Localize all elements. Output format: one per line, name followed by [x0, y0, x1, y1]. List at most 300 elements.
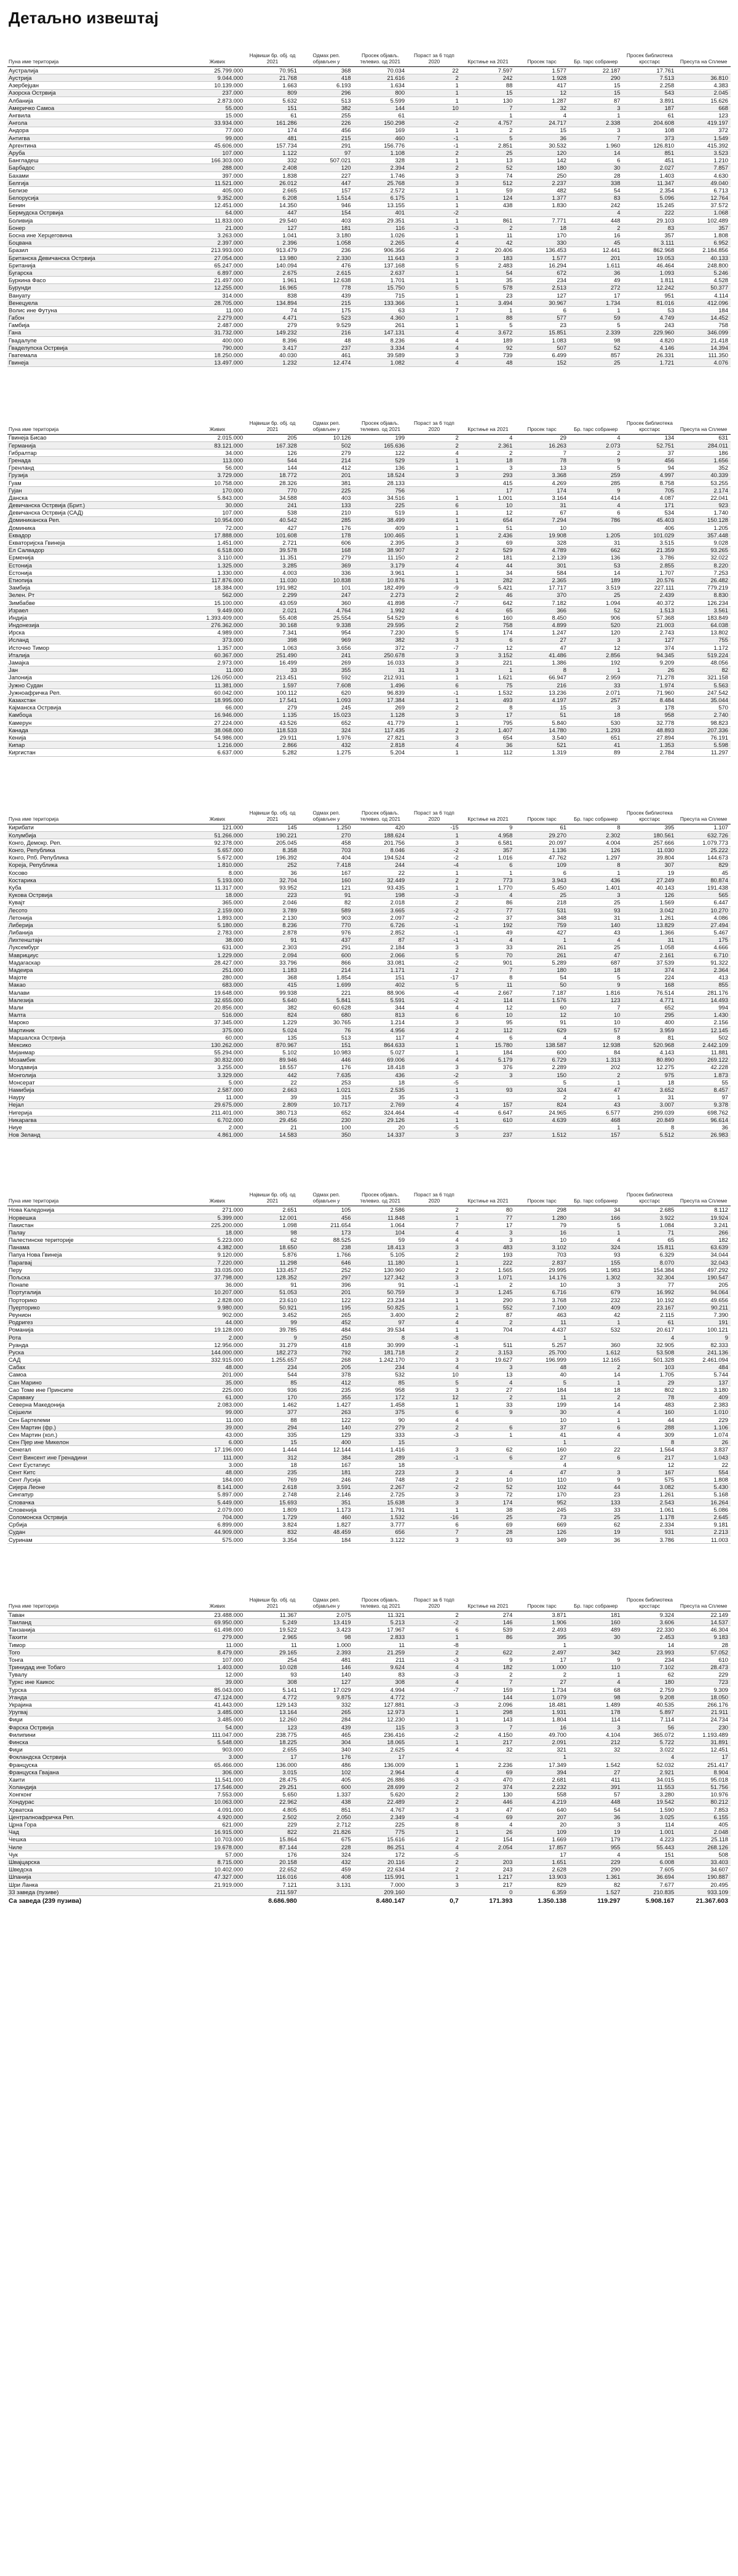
value-cell: 2.587.000	[189, 1086, 246, 1094]
table-row	[7, 1131, 731, 1139]
value-cell: 127.881	[353, 1701, 407, 1709]
value-cell: 21.911	[676, 1709, 731, 1716]
table-row	[7, 479, 731, 486]
value-cell: 1	[461, 112, 515, 119]
table-row	[7, 891, 731, 899]
table-row	[7, 1678, 731, 1686]
value-cell: 1.079	[515, 1693, 569, 1701]
value-cell: 773	[461, 876, 515, 883]
value-cell: 913.479	[245, 247, 300, 254]
value-cell: 3.786	[623, 554, 677, 561]
value-cell: 1	[407, 1401, 461, 1409]
report-section	[7, 1185, 731, 1543]
table-row	[7, 1296, 731, 1303]
value-cell: 212.931	[353, 674, 407, 681]
table-row	[7, 1469, 731, 1476]
value-cell: 529	[461, 547, 515, 554]
value-cell: 22.187	[569, 67, 623, 74]
value-cell: 83	[353, 1671, 407, 1678]
value-cell: 17.349	[515, 1761, 569, 1768]
value-cell: 1.229	[245, 1019, 300, 1026]
value-cell: 126.234	[676, 599, 731, 606]
value-cell: 2	[569, 224, 623, 231]
value-cell: 2.483	[461, 261, 515, 269]
value-cell: 756	[353, 486, 407, 494]
table-row	[7, 1004, 731, 1011]
value-cell: 1.960	[569, 141, 623, 149]
value-cell: 19	[623, 869, 677, 876]
table-row	[7, 666, 731, 674]
value-cell: 452	[300, 1319, 354, 1326]
value-cell: 502	[300, 441, 354, 449]
table-row	[7, 1094, 731, 1101]
value-cell: 1.810.000	[189, 861, 246, 869]
value-cell: 72	[461, 1491, 515, 1498]
table-row	[7, 824, 731, 831]
value-cell: 1.094	[569, 599, 623, 606]
value-cell: 2.721	[245, 539, 300, 547]
value-cell: 9.208	[623, 1693, 677, 1701]
table-row	[7, 899, 731, 906]
value-cell: 1.386	[515, 659, 569, 666]
column-header: Крстиње на 2021	[461, 46, 515, 67]
territory-name-cell: Конго, Демокр. Реп.	[7, 839, 189, 846]
value-cell: 861	[461, 216, 515, 224]
table-row	[7, 1843, 731, 1851]
territory-name-cell: Јужноафричка Реп.	[7, 689, 189, 696]
value-cell: 2.685	[623, 1206, 677, 1214]
column-header: Највиши бр. обј. од 2021	[245, 1185, 300, 1206]
table-row	[7, 1866, 731, 1873]
value-cell: 1.564	[623, 1446, 677, 1453]
value-cell: 110	[569, 1664, 623, 1671]
value-cell: 2.354	[623, 187, 677, 194]
value-cell: 32.043	[676, 1258, 731, 1266]
value-cell: 6.499	[515, 352, 569, 359]
value-cell: 11.000	[189, 666, 246, 674]
value-cell: 19.924	[676, 1214, 731, 1221]
value-cell: 55.294.000	[189, 1049, 246, 1056]
value-cell: 1	[407, 1041, 461, 1049]
value-cell: 71.960	[623, 689, 677, 696]
value-cell: 3.672	[461, 329, 515, 336]
value-cell: 28.699	[353, 1784, 407, 1791]
value-cell: 5	[407, 951, 461, 958]
value-cell: 4	[569, 502, 623, 509]
value-cell: 10	[515, 524, 569, 531]
table-row	[7, 1709, 731, 1716]
value-cell: 13.903	[515, 1873, 569, 1881]
value-cell: 7.294	[515, 516, 569, 524]
value-cell: 398	[245, 636, 300, 644]
value-cell: 2	[407, 1836, 461, 1843]
table-row	[7, 336, 731, 344]
value-cell: 18.524	[353, 472, 407, 479]
value-cell: 39.000	[189, 1678, 246, 1686]
value-cell: 87	[353, 936, 407, 944]
value-cell: 5.548.000	[189, 1739, 246, 1746]
value-cell: 7.000	[353, 1881, 407, 1888]
value-cell: 21.616	[353, 74, 407, 82]
value-cell: 52	[569, 344, 623, 351]
value-cell: 14.350	[245, 202, 300, 209]
value-cell: 246	[300, 1476, 354, 1484]
value-cell: 29.165	[245, 1648, 300, 1656]
value-cell: 41.779	[353, 719, 407, 726]
value-cell: 308	[353, 1678, 407, 1686]
value-cell: 18.413	[353, 1244, 407, 1251]
value-cell: 122	[353, 449, 407, 456]
value-cell: 11	[461, 981, 515, 989]
value-cell: 137.168	[353, 261, 407, 269]
value-cell: 482	[515, 187, 569, 194]
value-cell: -4	[407, 1813, 461, 1820]
value-cell: 6.713	[676, 187, 731, 194]
value-cell: 2.743	[623, 629, 677, 636]
territory-name-cell: Црна Гора	[7, 1821, 189, 1828]
value-cell: -3	[407, 891, 461, 899]
value-cell: 11	[515, 1394, 569, 1401]
value-cell: 21.000	[189, 224, 246, 231]
value-cell: 29.251	[245, 1784, 300, 1791]
value-cell: 18	[353, 1461, 407, 1468]
territory-name-cell: Девичанска Острвија (Брит.)	[7, 502, 189, 509]
value-cell: 400	[623, 1019, 677, 1026]
value-cell: 2	[407, 1311, 461, 1319]
value-cell: 289	[353, 1453, 407, 1461]
value-cell: 4	[569, 1851, 623, 1858]
value-cell: 1	[407, 1873, 461, 1881]
value-cell: 16.965	[245, 284, 300, 291]
value-cell: 8.141.000	[189, 1484, 246, 1491]
value-cell: 81	[623, 1033, 677, 1041]
value-cell: 182	[461, 1664, 515, 1671]
value-cell: 396	[300, 1281, 354, 1289]
value-cell: 8.236	[353, 336, 407, 344]
value-cell: 2	[407, 1251, 461, 1258]
value-cell: 484	[300, 1326, 354, 1333]
territory-name-cell: САД	[7, 1356, 189, 1364]
value-cell: 30	[569, 164, 623, 172]
table-row	[7, 1784, 731, 1791]
value-cell: 3	[407, 472, 461, 479]
territory-name-cell: Уругвај	[7, 1709, 189, 1716]
territory-name-cell: Руска	[7, 1349, 189, 1356]
value-cell: -1	[407, 936, 461, 944]
value-cell: 577	[515, 314, 569, 322]
value-cell: -4	[407, 989, 461, 996]
table-row	[7, 284, 731, 291]
value-cell: 3	[569, 1723, 623, 1731]
value-cell: 11.381.000	[189, 681, 246, 689]
value-cell: 1.976	[300, 734, 354, 741]
value-cell: 9.624	[353, 1664, 407, 1671]
value-cell: 29.126	[353, 1116, 407, 1123]
value-cell: -1	[407, 1453, 461, 1461]
value-cell: 5.598	[676, 741, 731, 749]
value-cell	[461, 1851, 515, 1858]
value-cell	[407, 1693, 461, 1701]
value-cell: 4.861.000	[189, 1131, 246, 1139]
value-cell: -8	[407, 1333, 461, 1341]
value-cell: 1.827	[300, 1521, 354, 1528]
column-header: Пресута на Сплеме	[676, 804, 731, 824]
table-row	[7, 1236, 731, 1244]
column-header: Одмах реп. објављен у	[300, 1185, 354, 1206]
column-header: Просек библиотека крсстарс	[623, 414, 677, 435]
value-cell: 652	[300, 719, 354, 726]
territory-name-cell: Либерија	[7, 922, 189, 929]
value-cell: 2.535	[353, 1086, 407, 1094]
value-cell: 3	[569, 636, 623, 644]
value-cell: 412.096	[676, 299, 731, 306]
column-header: Живих	[189, 1590, 246, 1611]
territory-name-cell: Андора	[7, 127, 189, 134]
territory-name-cell: Мадагаскар	[7, 958, 189, 966]
value-cell: 1.928	[515, 74, 569, 82]
value-cell: 1.001	[461, 494, 515, 502]
value-cell: 2.302	[569, 831, 623, 839]
value-cell: 460	[353, 134, 407, 141]
value-cell: 1	[407, 97, 461, 104]
value-cell: 29	[623, 1378, 677, 1386]
table-row	[7, 651, 731, 658]
value-cell: 127	[515, 291, 569, 299]
table-row	[7, 307, 731, 314]
value-cell: 21.768	[245, 74, 300, 82]
territory-name-cell: Ерменија	[7, 554, 189, 561]
value-cell: -2	[407, 1071, 461, 1078]
value-cell: 3.591	[300, 1484, 354, 1491]
value-cell: 12.260	[245, 1716, 300, 1723]
territory-name-cell: Монголија	[7, 1071, 189, 1078]
value-cell: 48.056	[676, 659, 731, 666]
value-cell: 324	[515, 1086, 569, 1094]
value-cell: 54	[461, 269, 515, 277]
value-cell: 1.931	[515, 1709, 569, 1716]
value-cell: 312	[245, 1453, 300, 1461]
value-cell: 39.534	[353, 1326, 407, 1333]
value-cell: 1	[407, 457, 461, 464]
value-cell: 126.810	[623, 141, 677, 149]
value-cell: 2.303	[245, 944, 300, 951]
value-cell: 61.498.000	[189, 1626, 246, 1634]
value-cell: 107.000	[189, 1656, 246, 1664]
table-row	[7, 1693, 731, 1701]
territory-name-cell: Маврициус	[7, 951, 189, 958]
value-cell: 99.938	[245, 989, 300, 996]
value-cell: 6.000	[189, 1439, 246, 1446]
territory-name-cell: Чук	[7, 1851, 189, 1858]
territory-name-cell: Аустрија	[7, 74, 189, 82]
table-row	[7, 989, 731, 996]
value-cell: 10	[461, 1476, 515, 1484]
table-row	[7, 202, 731, 209]
territory-name-cell: Аустралија	[7, 67, 189, 74]
value-cell: 83.121.000	[189, 441, 246, 449]
value-cell: -7	[407, 644, 461, 651]
territory-name-cell: Тахити	[7, 1634, 189, 1641]
territory-name-cell: Мартиник	[7, 1026, 189, 1033]
value-cell: 257.666	[623, 839, 677, 846]
table-row	[7, 996, 731, 1003]
value-cell: 6	[461, 861, 515, 869]
value-cell: 62	[569, 1521, 623, 1528]
value-cell: 307	[623, 861, 677, 869]
value-cell: 8	[569, 824, 623, 831]
value-cell	[676, 67, 731, 74]
value-cell: 52	[461, 1484, 515, 1491]
value-cell: 44	[623, 1416, 677, 1423]
value-cell: 903.000	[189, 1746, 246, 1753]
value-cell: 346.099	[676, 329, 731, 336]
value-cell: 1.232	[245, 359, 300, 366]
value-cell: -5	[407, 1124, 461, 1131]
value-cell: 3	[461, 1364, 515, 1371]
value-cell: 135	[245, 1033, 300, 1041]
value-cell: 118.533	[245, 726, 300, 733]
value-cell: 4	[407, 1056, 461, 1064]
value-cell: 297	[300, 1274, 354, 1281]
column-header: Пораст за 6 тодп 2020	[407, 414, 461, 435]
table-row	[7, 1873, 731, 1881]
value-cell: 15	[353, 1439, 407, 1446]
value-cell: 223	[245, 891, 300, 899]
column-header: Пораст за 6 тодп 2020	[407, 1590, 461, 1611]
value-cell: 5.657.000	[189, 847, 246, 854]
value-cell: 98	[569, 1693, 623, 1701]
value-cell: 3	[407, 1289, 461, 1296]
value-cell: 838	[245, 291, 300, 299]
value-cell: 161.286	[245, 119, 300, 127]
value-cell: 373.000	[189, 636, 246, 644]
data-table	[7, 804, 731, 1139]
value-cell: 3	[407, 1469, 461, 1476]
value-cell: 372	[353, 644, 407, 651]
value-cell: 236	[300, 247, 354, 254]
value-cell: 17.888.000	[189, 531, 246, 539]
value-cell: 357	[461, 847, 515, 854]
table-row	[7, 89, 731, 97]
value-cell: 4.087	[623, 494, 677, 502]
value-cell: 1	[407, 524, 461, 531]
value-cell: 88	[461, 314, 515, 322]
value-cell: 468	[569, 1116, 623, 1123]
value-cell: 11.000	[189, 307, 246, 314]
value-cell: 1	[407, 314, 461, 322]
value-cell: 4	[515, 112, 569, 119]
value-cell: 1	[515, 936, 569, 944]
value-cell: 12.275	[623, 1064, 677, 1071]
value-cell: 25	[569, 359, 623, 366]
value-cell: 7.230	[353, 629, 407, 636]
value-cell: 30	[515, 1409, 569, 1416]
value-cell: 5	[407, 629, 461, 636]
territory-name-cell: Рота	[7, 1333, 189, 1341]
territory-name-cell: Бурунди	[7, 284, 189, 291]
value-cell: 12.474	[300, 359, 354, 366]
value-cell: 20.097	[515, 839, 569, 846]
value-cell: 27.821	[353, 734, 407, 741]
value-cell: 3	[407, 1244, 461, 1251]
value-cell: 507	[515, 344, 569, 351]
value-cell: 531	[515, 906, 569, 914]
value-cell: 2.453	[623, 1634, 677, 1641]
value-cell: 16.946.000	[189, 711, 246, 719]
value-cell: 33.796	[245, 958, 300, 966]
value-cell: -3	[407, 1671, 461, 1678]
value-cell: 368	[300, 67, 354, 74]
value-cell: 360	[300, 599, 354, 606]
value-cell: 9.183	[676, 1634, 731, 1641]
value-cell: 205	[676, 1281, 731, 1289]
value-cell: 19.648.000	[189, 989, 246, 996]
value-cell: 53.508	[623, 1349, 677, 1356]
value-cell: 4.749	[623, 314, 677, 322]
value-cell: 2.365	[515, 577, 569, 584]
territory-name-cell: Малезија	[7, 996, 189, 1003]
value-cell: 6	[461, 1453, 515, 1461]
value-cell: 3.354	[245, 1536, 300, 1543]
value-cell: 340	[300, 1746, 354, 1753]
value-cell: 20.576	[623, 577, 677, 584]
value-cell: 234	[245, 1364, 300, 1371]
value-cell: 1	[407, 569, 461, 576]
value-cell: 703	[515, 1251, 569, 1258]
territory-name-cell: Зимбабве	[7, 599, 189, 606]
value-cell: 2	[407, 1859, 461, 1866]
territory-name-cell: Гваделупска Острвија	[7, 344, 189, 351]
value-cell: 187	[623, 104, 677, 111]
value-cell: 3	[407, 1498, 461, 1506]
territory-name-cell: Сејшели	[7, 1409, 189, 1416]
value-cell: 28	[461, 1528, 515, 1536]
value-cell: 33	[461, 1401, 515, 1409]
value-cell: 10.876	[353, 577, 407, 584]
table-row	[7, 554, 731, 561]
value-cell: 10	[569, 1011, 623, 1019]
value-cell: 675	[300, 1836, 354, 1843]
value-cell: 12	[515, 1011, 569, 1019]
value-cell: 4	[407, 359, 461, 366]
value-cell: 933.109	[676, 1888, 731, 1895]
table-row	[7, 1041, 731, 1049]
value-cell: 404	[300, 854, 354, 861]
value-cell: 1.808	[676, 232, 731, 239]
territory-name-cell: Сент Лусија	[7, 1476, 189, 1484]
value-cell: 55.443	[623, 1843, 677, 1851]
value-cell: 2.852	[353, 929, 407, 936]
table-row	[7, 1746, 731, 1753]
value-cell: 25	[461, 149, 515, 157]
value-cell: 241.136	[676, 1349, 731, 1356]
value-cell: 1.377	[515, 194, 569, 202]
value-cell: 154	[461, 1836, 515, 1843]
value-cell: 1.705	[623, 1371, 677, 1378]
value-cell: 4.820	[623, 336, 677, 344]
value-cell: 167.328	[245, 441, 300, 449]
value-cell: 251.490	[245, 651, 300, 658]
territory-name-cell: Антигва	[7, 134, 189, 141]
value-cell: 22.041	[676, 494, 731, 502]
table-row	[7, 1791, 731, 1798]
value-cell: 3	[407, 944, 461, 951]
value-cell: 8	[461, 704, 515, 711]
value-cell: 165.636	[353, 441, 407, 449]
territory-name-cell: Са заведа (239 пузива)	[7, 1896, 189, 1907]
value-cell: 26	[676, 1439, 731, 1446]
value-cell: 2	[407, 1611, 461, 1618]
